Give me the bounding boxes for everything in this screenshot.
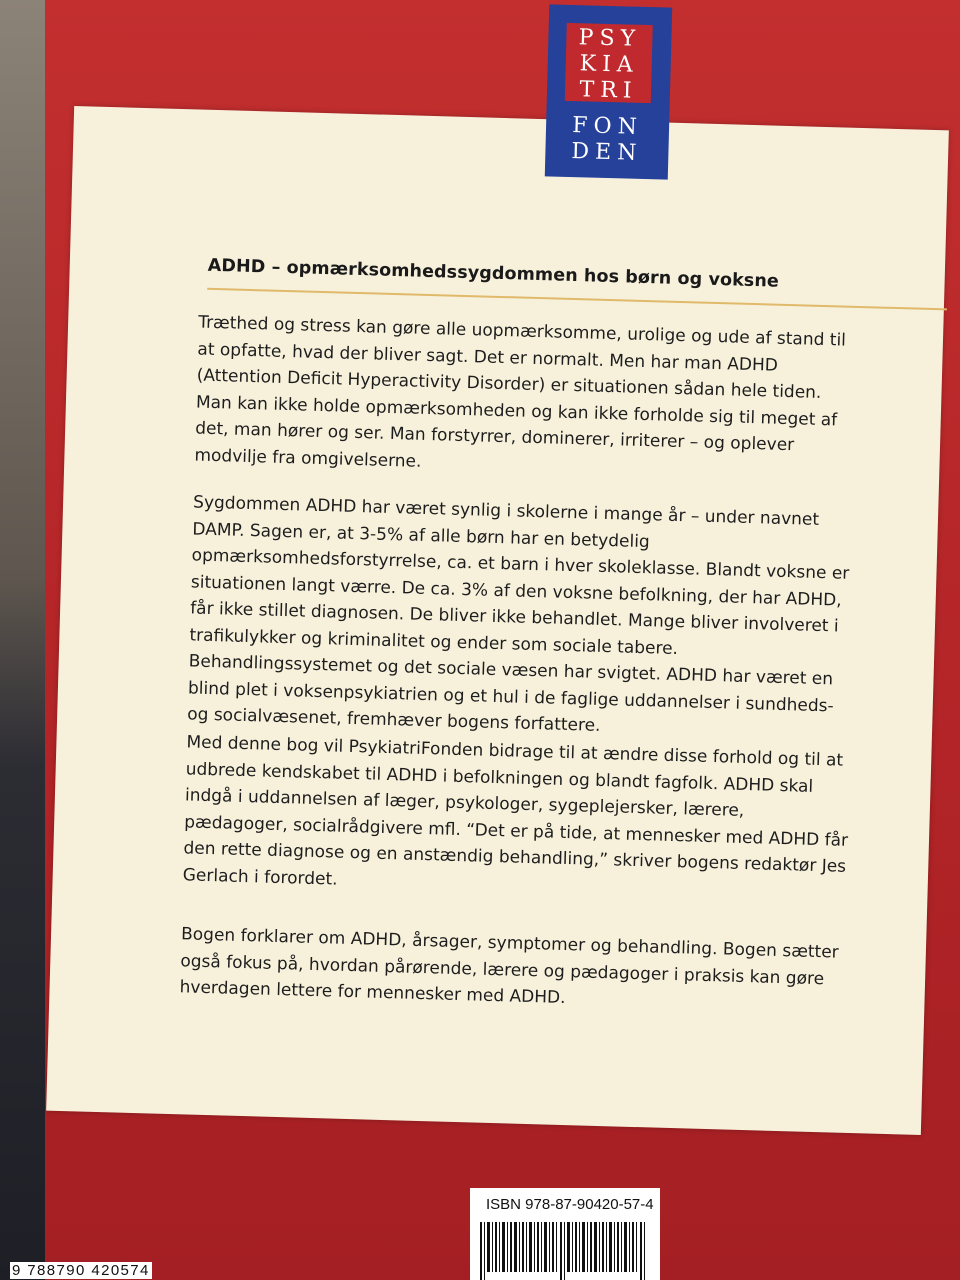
paragraph-1: Træthed og stress kan gøre alle uopmærksomme, urolige og ude af stand til at opfatte, hvad der bliver sagt. Det er normalt. Men har man ADHD (Attention Deficit Hyperactivity Disorder) er situationen sådan hele tiden. Man kan ikke holde opmærksomheden og kan ikke forholde sig til meget af det, man hører og ser. Man forstyrrer, dominerer, irriterer – og oplever modvilje fra omgivelserne. xyxy=(194,312,847,472)
isbn-label xyxy=(470,1188,660,1280)
logo-line-4: FON xyxy=(572,113,644,140)
logo-line-3: TRI xyxy=(579,77,638,104)
heading-rule xyxy=(207,288,947,311)
psykiatrifonden-logo xyxy=(545,4,672,179)
barcode-icon xyxy=(480,1222,650,1280)
paragraph-4: Bogen forklarer om ADHD, årsager, symptomer og behandling. Bogen sætter også fokus på, hvordan pårørende, lærere og pædagoger i praksis kan gøre hverdagen lettere for mennesker med ADHD. xyxy=(179,924,839,1009)
paragraph-2: Sygdommen ADHD har været synlig i skolerne i mange år – under navnet DAMP. Sagen er, at 3-5% af alle børn har en betydelig opmærksomhedsforstyrrelse, ca. et barn i hver skoleklasse. Blandt voksne er situationen langt værre. De ca. 3% af den voksne befolkning, der har ADHD, får ikke stillet diagnosen. De bliver ikke behandlet. Mange bliver involveret i trafikulykker og kriminalitet og ender som sociale tabere. Behandlingssystemet og det sociale væsen har svigtet. ADHD har været en blind plet i voksenpsykiatrien og et hul i de faglige uddannelser i sundheds- og socialvæsenet, fremhæver bogens forfattere. xyxy=(186,492,850,736)
back-cover-text-panel xyxy=(46,106,949,1135)
barcode-digits: 9 788790 420574 xyxy=(12,1262,150,1279)
logo-line-2: KIA xyxy=(579,51,640,78)
isbn-number: ISBN 978-87-90420-57-4 xyxy=(486,1196,654,1213)
logo-line-1: PSY xyxy=(578,25,642,52)
paragraph-3: Med denne bog vil PsykiatriFonden bidrage til at ændre disse forhold og til at udbrede kendskabet til ADHD i befolkningen og blandt fagfolk. ADHD skal indgå i uddannelsen af læger, psykologer, sygeplejersker, lærere, pædagoger, socialrådgivere mfl. “Det er på tide, at mennesker med ADHD får den rette diagnose og en anstændig behandling,” skriver bogens redaktør Jes Gerlach i forordet. xyxy=(182,732,849,890)
book-heading: ADHD – opmærksomhedssygdommen hos børn og voksne xyxy=(207,255,780,292)
logo-line-5: DEN xyxy=(571,139,643,166)
